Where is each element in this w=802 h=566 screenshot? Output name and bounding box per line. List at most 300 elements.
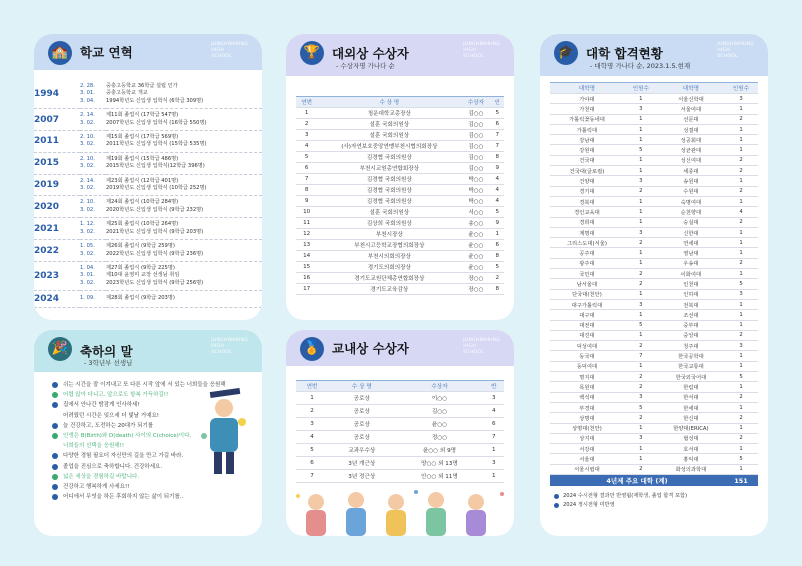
table-cell: 1 <box>624 207 658 217</box>
table-cell: 김경협 국회의원상 <box>317 185 461 196</box>
table-cell: 1 <box>724 402 758 412</box>
graduation-cap-icon: 🎓 <box>554 41 578 65</box>
table-cell: 9 <box>490 218 504 229</box>
watermark: JUNGHWARING HIGH SCHOOL <box>463 42 500 59</box>
history-year: 2015 <box>34 152 80 174</box>
table-row <box>550 94 758 104</box>
history-events: 제15회 졸업식 (17학급 569명) 2011학년도 신입생 입학식 (15학급 535명) <box>106 131 262 153</box>
table-row <box>296 431 504 444</box>
history-year: 2024 <box>34 291 80 308</box>
table-cell: 7 <box>296 470 328 483</box>
college-total-row <box>550 474 758 486</box>
history-dates: 1. 12. 3. 02. <box>80 218 106 240</box>
table-cell: 1 <box>624 248 658 258</box>
table-cell: 2 <box>724 186 758 196</box>
table-cell: 협성대 <box>658 433 724 443</box>
table-cell: 2 <box>624 279 658 289</box>
table-cell: 송원대 <box>658 176 724 186</box>
table-row <box>550 176 758 186</box>
college-title: 대학 합격현황 <box>586 46 663 61</box>
table-row <box>550 227 758 237</box>
external-subtitle: - 수상자명 가나다 순 <box>336 62 395 70</box>
table-cell: 15 <box>296 262 317 273</box>
table-row <box>550 433 758 443</box>
table-cell: 3 <box>624 299 658 309</box>
history-dates: 2. 10. 3. 02. <box>80 131 106 153</box>
table-row <box>550 454 758 464</box>
table-cell: 청주대 <box>658 341 724 351</box>
table-cell: 3 <box>724 94 758 104</box>
bullet-icon <box>52 464 58 470</box>
table-cell: 6 <box>490 240 504 251</box>
table-row <box>296 444 504 457</box>
table-cell: 윤○○ <box>395 418 483 431</box>
table-cell: 1 <box>624 258 658 268</box>
table-cell: 5 <box>624 320 658 330</box>
table-cell: 한국교통대 <box>658 361 724 371</box>
bullet-icon <box>52 453 58 459</box>
table-cell: 백석대 <box>550 392 624 402</box>
message-text: 넓은 세상을 경험하길 바랍니다. <box>63 473 140 480</box>
table-row <box>550 310 758 320</box>
history-year: 2020 <box>34 196 80 218</box>
table-cell: 대진대 <box>550 330 624 340</box>
table-cell: 2 <box>624 341 658 351</box>
column-header: 연번 <box>296 381 328 392</box>
table-cell: 2 <box>624 413 658 423</box>
column-header: 수 상 명 <box>317 97 461 108</box>
college-subtitle: - 대학명 가나다 순, 2023.1.5.현재 <box>590 62 691 70</box>
table-cell: 장○○ <box>461 284 490 295</box>
table-row <box>550 238 758 248</box>
table-cell: 계명대 <box>550 227 624 237</box>
table-cell: 1 <box>724 124 758 134</box>
history-year: 2007 <box>34 109 80 131</box>
history-row <box>34 291 262 308</box>
table-cell: 3 <box>484 392 504 405</box>
table-cell: 2 <box>624 238 658 248</box>
table-cell: 한세대 <box>658 402 724 412</box>
table-cell: 17 <box>296 284 317 295</box>
table-cell: 영남대 <box>658 248 724 258</box>
table-cell: 설훈 국회의원상 <box>317 119 461 130</box>
table-cell: 중부대 <box>658 320 724 330</box>
table-cell: 성결대 <box>658 124 724 134</box>
history-dates: 2. 14. 3. 02. <box>80 109 106 131</box>
table-row <box>550 361 758 371</box>
table-cell: 김○○ <box>461 108 490 119</box>
history-year: 2022 <box>34 240 80 262</box>
table-cell: 양○○ 외 13명 <box>395 457 483 470</box>
column-header: 연번 <box>296 97 317 108</box>
table-cell: 2 <box>624 186 658 196</box>
table-cell: 5 <box>624 402 658 412</box>
table-cell: 3 <box>624 392 658 402</box>
table-cell: 설훈 국회의원상 <box>317 207 461 218</box>
table-cell: 가천대 <box>550 104 624 114</box>
table-cell: 홍익대 <box>658 454 724 464</box>
table-cell: 가톨릭대 <box>550 124 624 134</box>
history-events: 제19회 졸업식 (15학급 486명) 2015학년도 신입생 입학식(12학급 396명) <box>106 152 262 174</box>
table-cell: 신한대 <box>658 227 724 237</box>
table-row <box>296 418 504 431</box>
table-cell: 1 <box>724 196 758 206</box>
table-cell: 1 <box>296 392 328 405</box>
table-cell: 우송대 <box>658 258 724 268</box>
table-cell: 2 <box>624 372 658 382</box>
table-cell: 2 <box>724 413 758 423</box>
college-table <box>550 82 758 486</box>
table-cell: 경기도교원단체총연합회장상 <box>317 273 461 284</box>
table-row <box>550 114 758 124</box>
table-cell: 2 <box>624 464 658 474</box>
table-row <box>550 351 758 361</box>
table-cell: 7 <box>490 141 504 152</box>
table-cell: 5 <box>490 108 504 119</box>
table-cell: 3 <box>624 433 658 443</box>
table-cell: 8 <box>296 185 317 196</box>
table-cell: 4 <box>296 431 328 444</box>
table-cell: 9 <box>296 196 317 207</box>
table-cell: 가야대 <box>550 94 624 104</box>
table-row <box>550 207 758 217</box>
bullet-icon <box>52 423 58 429</box>
history-dates: 2. 10. 3. 02. <box>80 196 106 218</box>
table-row <box>296 218 504 229</box>
table-cell: 경북대 <box>550 196 624 206</box>
table-cell: 5 <box>724 279 758 289</box>
table-cell: 1 <box>724 382 758 392</box>
table-cell: 경기도의회의장상 <box>317 262 461 273</box>
message-text: 쉬는 시간을 잘 이겨내고 또 다른 시작 앞에 서 있는 너희들을 응원해 <box>63 382 226 388</box>
table-row <box>550 186 758 196</box>
table-row <box>550 104 758 114</box>
table-cell: 11 <box>296 218 317 229</box>
table-cell: 강남대 <box>550 135 624 145</box>
table-cell: 1 <box>624 330 658 340</box>
bullet-icon <box>52 484 58 490</box>
table-row <box>550 444 758 454</box>
table-cell: 덕성여대 <box>550 341 624 351</box>
table-cell: 13 <box>296 240 317 251</box>
table-cell: 1 <box>624 124 658 134</box>
table-cell: 서울시립대 <box>550 464 624 474</box>
table-cell: 한국공학대 <box>658 351 724 361</box>
table-cell: 상명대(천안) <box>550 423 624 433</box>
table-cell: 조선대 <box>658 310 724 320</box>
message-text: 건강하고 행복하게 사세요!! <box>63 484 130 491</box>
message-text: 너희들의 선택을 응원해!! <box>63 443 125 450</box>
table-cell: 2 <box>624 269 658 279</box>
table-cell: 7 <box>490 130 504 141</box>
table-cell: 중앙대 <box>658 330 724 340</box>
table-cell: 숙명여대 <box>658 196 724 206</box>
table-cell: 부천시의회의장상 <box>317 251 461 262</box>
table-cell: 윤○○ <box>461 251 490 262</box>
table-row <box>550 289 758 299</box>
table-row <box>550 382 758 392</box>
table-cell: 3년 개근상 <box>328 457 395 470</box>
table-cell: 4 <box>484 405 504 418</box>
history-year: 2019 <box>34 174 80 196</box>
table-cell: 16 <box>296 273 317 284</box>
table-cell: 4 <box>490 185 504 196</box>
table-cell: 8 <box>490 251 504 262</box>
table-cell: 5 <box>724 454 758 464</box>
history-events: 제11회 졸업식 (17학급 547명) 2007학년도 신입생 입학식 (16학급 550명) <box>106 109 262 131</box>
history-year: 1994 <box>34 80 80 109</box>
table-cell: 김상희 국회의원상 <box>317 218 461 229</box>
table-cell: 4 <box>724 207 758 217</box>
table-cell: 정○○ <box>395 431 483 444</box>
table-row <box>550 166 758 176</box>
table-cell: 9 <box>490 163 504 174</box>
congrats-header <box>34 330 262 372</box>
table-cell: 송○○ <box>461 218 490 229</box>
table-cell: 이○○ <box>395 392 483 405</box>
students-illustration <box>286 488 514 536</box>
internal-title: 교내상 수상자 <box>332 341 409 356</box>
history-dates: 2. 10. 3. 02. <box>80 152 106 174</box>
table-cell: 3 <box>484 457 504 470</box>
history-events: 제23회 졸업식 (12학급 401명) 2019학년도 신입생 입학식 (10학급 252명) <box>106 174 262 196</box>
school-icon: 🏫 <box>48 41 72 65</box>
history-events: 제25회 졸업식 (10학급 264명) 2021학년도 신입생 입학식 (9학급 203명) <box>106 218 262 240</box>
table-cell: 6 <box>296 163 317 174</box>
table-cell: 화성의과학대 <box>658 464 724 474</box>
table-row <box>550 423 758 433</box>
table-row <box>296 273 504 284</box>
table-cell: 공로상 <box>328 431 395 444</box>
table-cell: 1 <box>724 176 758 186</box>
table-cell: 2 <box>724 217 758 227</box>
table-row <box>296 196 504 207</box>
history-row <box>34 152 262 174</box>
watermark: JUNGHWARING HIGH SCHOOL <box>463 338 500 355</box>
table-cell: 1 <box>624 454 658 464</box>
table-cell: 3 <box>724 289 758 299</box>
table-cell: 단국대(천안) <box>550 289 624 299</box>
table-cell: 1 <box>724 248 758 258</box>
table-cell: 인하대 <box>658 289 724 299</box>
table-row <box>550 135 758 145</box>
table-row <box>550 320 758 330</box>
table-cell: 서강대 <box>550 444 624 454</box>
table-cell: 2 <box>724 155 758 165</box>
table-cell: 2 <box>624 382 658 392</box>
table-cell: 한국외국어대 <box>658 372 724 382</box>
table-cell: 이화여대 <box>658 269 724 279</box>
history-row <box>34 261 262 290</box>
table-cell: 1 <box>724 320 758 330</box>
table-cell: 서울여대 <box>658 104 724 114</box>
external-table <box>296 96 504 295</box>
message-text: 인생은 B(Birth)와 D(death) 사이의 C(choice)이다. <box>63 433 192 440</box>
table-cell: 6 <box>490 119 504 130</box>
table-cell: 공로상 <box>328 418 395 431</box>
table-cell: 윤○○ <box>461 240 490 251</box>
internal-awards-card <box>286 330 514 536</box>
table-row <box>550 196 758 206</box>
column-header: 반 <box>484 381 504 392</box>
table-cell: 2 <box>724 392 758 402</box>
table-cell: 3 <box>624 104 658 114</box>
table-cell: 5 <box>724 372 758 382</box>
table-cell: 1 <box>724 444 758 454</box>
table-cell: 1 <box>624 94 658 104</box>
message-text: 집에서 안나간 밤잠게 인사하세! <box>63 402 140 409</box>
bullet-icon <box>52 433 58 439</box>
internal-table <box>296 380 504 483</box>
table-row <box>296 251 504 262</box>
table-cell: 4 <box>490 174 504 185</box>
history-row <box>34 109 262 131</box>
bullet-icon <box>52 382 58 388</box>
table-cell: 남서울대 <box>550 279 624 289</box>
table-row <box>550 155 758 165</box>
table-cell: 수원대 <box>658 186 724 196</box>
table-cell: (사)자연보호중앙연맹부천시협의회장상 <box>317 141 461 152</box>
history-row <box>34 240 262 262</box>
table-row <box>296 141 504 152</box>
message-text: 어려웠던 시간은 잊으세 더 빛날 거예요! <box>63 412 159 419</box>
table-cell: 1 <box>624 444 658 454</box>
table-cell: 2 <box>490 273 504 284</box>
history-row <box>34 196 262 218</box>
table-cell: 부천시장상 <box>317 229 461 240</box>
message-line <box>52 482 262 492</box>
note-item: 2024 수시전형 결과만 반영됨(재학생, 졸업 합격 포함) <box>554 492 768 501</box>
table-cell: 1 <box>624 166 658 176</box>
table-cell: 김경협 국회의원상 <box>317 196 461 207</box>
table-cell: 부천시교원총연합회장상 <box>317 163 461 174</box>
table-row <box>296 405 504 418</box>
history-row <box>34 80 262 109</box>
table-row <box>296 262 504 273</box>
table-cell: 부천시고등학교장협의회장상 <box>317 240 461 251</box>
table-row <box>296 108 504 119</box>
table-row <box>550 217 758 227</box>
table-row <box>296 152 504 163</box>
table-cell: 연세대 <box>658 238 724 248</box>
history-dates: 1. 05. 3. 02. <box>80 240 106 262</box>
table-cell: 성신여대 <box>658 155 724 165</box>
table-cell: 공로상 <box>328 392 395 405</box>
table-cell: 7 <box>296 174 317 185</box>
table-row <box>550 145 758 155</box>
table-cell: 3 <box>724 341 758 351</box>
table-cell: 강원대 <box>550 145 624 155</box>
table-cell: 대전대 <box>550 320 624 330</box>
table-row <box>296 284 504 295</box>
table-cell: 선문대 <box>658 114 724 124</box>
graduate-illustration <box>196 388 252 478</box>
medal-icon: 🏅 <box>300 337 324 361</box>
table-cell: 김○○ <box>461 141 490 152</box>
table-cell: 1 <box>724 104 758 114</box>
external-title: 대외상 수상자 <box>332 46 409 61</box>
watermark: JUNGHWARING HIGH SCHOOL <box>717 42 754 59</box>
table-cell: 1 <box>484 444 504 457</box>
table-row <box>296 185 504 196</box>
table-cell: 한신대 <box>658 413 724 423</box>
table-cell: 3 <box>296 130 317 141</box>
history-year: 2021 <box>34 218 80 240</box>
table-cell: 12 <box>296 229 317 240</box>
history-row <box>34 174 262 196</box>
column-header: 인원수 <box>624 83 658 94</box>
message-text: 다양한 경험 필요더 자신만의 길을 만고 가길 바라. <box>63 453 184 460</box>
table-cell: 14 <box>296 251 317 262</box>
table-cell: 8 <box>490 284 504 295</box>
column-header: 수상자 <box>461 97 490 108</box>
table-cell: 1 <box>624 155 658 165</box>
table-cell: 1 <box>624 135 658 145</box>
table-row <box>550 464 758 474</box>
table-cell: 3 <box>624 227 658 237</box>
table-cell: 2 <box>296 119 317 130</box>
table-cell: 순천향대 <box>658 207 724 217</box>
table-row <box>296 119 504 130</box>
table-cell: 건양대 <box>550 176 624 186</box>
message-text: 어디에서 무엇을 하든 후회하지 않는 삶이 되기를.. <box>63 494 184 501</box>
table-cell: 장○○ <box>461 273 490 284</box>
table-cell: 2 <box>724 433 758 443</box>
table-cell: 인천대 <box>658 279 724 289</box>
column-header: 수 상 명 <box>328 381 395 392</box>
external-header <box>286 34 514 76</box>
table-cell: 가톨릭꽃동네대 <box>550 114 624 124</box>
table-cell: 1 <box>624 310 658 320</box>
table-cell: 김○○ <box>461 119 490 130</box>
history-events: 제26회 졸업식 (9학급 259명) 2022학년도 신입생 입학식 (9학급 236명) <box>106 240 262 262</box>
message-text: 졸업을 진심으로 축하합니다. 건강하세요. <box>63 463 163 470</box>
table-cell: 윤○○ <box>461 262 490 273</box>
table-cell: 김○○ <box>461 152 490 163</box>
message-text: 어렵 않아 다니고. 앞으로도 항복 가득하길!! <box>63 392 169 399</box>
bullet-icon <box>52 474 58 480</box>
table-cell: 건국대(글로컬) <box>550 166 624 176</box>
table-cell: 1 <box>724 269 758 279</box>
table-row <box>296 130 504 141</box>
table-cell: 세종대 <box>658 166 724 176</box>
table-cell: 호서대 <box>658 444 724 454</box>
table-cell: 6 <box>484 418 504 431</box>
table-cell: 1 <box>724 299 758 309</box>
table-cell: 1 <box>724 310 758 320</box>
table-cell: 5 <box>490 207 504 218</box>
table-cell: 동국대 <box>550 351 624 361</box>
table-cell: 설훈 국회의원상 <box>317 130 461 141</box>
history-events: 제28회 졸업식 (9학급 203명) <box>106 291 262 308</box>
history-events: 중충고등학교 36학급 설립 인가 중충고등학교 개교 1994학년도 신입생 입학식 (6학급 309명) <box>106 80 262 109</box>
congrats-title: 축하의 말 <box>80 344 133 359</box>
table-cell: 광주대 <box>550 258 624 268</box>
table-cell: 상지대 <box>550 433 624 443</box>
table-row <box>550 248 758 258</box>
college-total-value: 151 <box>724 474 758 486</box>
note-item: 2024 정시전형 미반영 <box>554 501 768 510</box>
table-cell: 5 <box>296 152 317 163</box>
table-cell: 7 <box>624 351 658 361</box>
watermark: JUNGHWARING HIGH SCHOOL <box>211 42 248 59</box>
table-cell: 1 <box>490 229 504 240</box>
table-cell: 1 <box>624 114 658 124</box>
table-cell: 1 <box>724 135 758 145</box>
table-cell: 5 <box>296 444 328 457</box>
table-cell: 성공회대 <box>658 135 724 145</box>
table-cell: 교과우수상 <box>328 444 395 457</box>
